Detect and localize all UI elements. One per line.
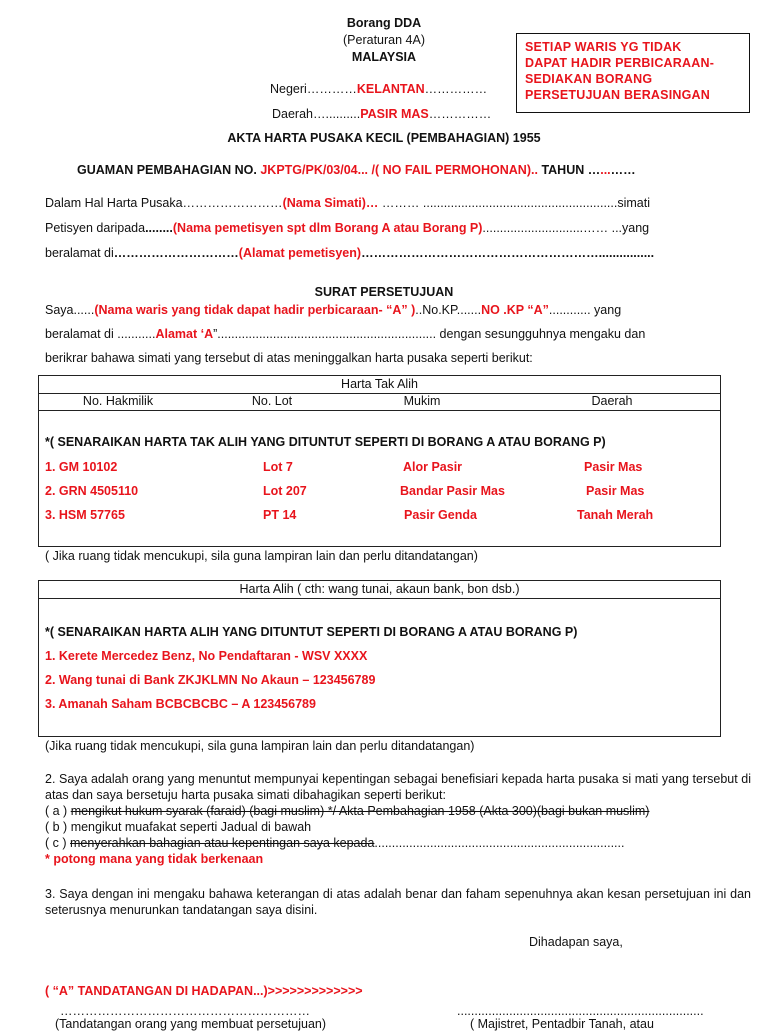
option-c-dots: ........................................................................ <box>374 836 625 850</box>
column-header: Mukim <box>403 394 441 408</box>
notice-line: SETIAP WARIS YG TIDAK <box>525 40 682 54</box>
signature-caption-right: ( Majistret, Pentadbir Tanah, atau <box>470 1017 654 1031</box>
negeri-dots: …………… <box>424 82 488 96</box>
clause-2-text: 2. Saya adalah orang yang menuntut mempunyai kepentingan sebagai benefisiari kepada harta pusaka si mati yang tersebut di atas dan saya bersetuju harta pusaka simati dibahagikan seperti berikut: <box>45 772 751 802</box>
estate-petitioner-line <box>45 221 649 235</box>
movable-heading: Harta Alih ( cth: wang tunai, akaun bank, bon dsb.) <box>239 582 520 596</box>
estate-line1-prefix: Dalam Hal Harta Pusaka…………………… <box>45 196 283 210</box>
daerah-dots: …………… <box>428 107 492 121</box>
notice-box <box>516 33 750 113</box>
consent-line-1 <box>45 303 621 317</box>
deceased-name-field: (Nama Simati)… <box>282 196 379 210</box>
signature-line-right: ....................................................................... <box>457 1004 704 1018</box>
signature-line-left: …………………………………………………… <box>60 1004 310 1018</box>
sign-instruction: ( “A” TANDATANGAN DI HADAPAN...)>>>>>>>>>>>>> <box>45 984 363 998</box>
form-country: MALAYSIA <box>351 50 417 64</box>
strike-note: * potong mana yang tidak berkenaan <box>45 852 264 866</box>
case-year-dots: ... <box>600 163 611 177</box>
consent-line1-prefix: Saya...... <box>45 303 95 317</box>
table-cell: Lot 207 <box>263 484 307 498</box>
case-value: JKPTG/PK/03/04... /( NO FAIL PERMOHONAN).. <box>260 163 538 177</box>
table-cell: 1. GM 10102 <box>45 460 118 474</box>
column-header: No. Hakmilik <box>82 394 154 408</box>
witness-label: Dihadapan saya, <box>529 935 623 949</box>
movable-item: 2. Wang tunai di Bank ZKJKLMN No Akaun – 123456789 <box>45 673 376 687</box>
notice-line: SEDIAKAN BORANG <box>525 72 653 86</box>
immovable-instruction: *( SENARAIKAN HARTA TAK ALIH YANG DITUNTUT SEPERTI DI BORANG A ATAU BORANG P) <box>45 435 606 449</box>
signature-caption-left: (Tandatangan orang yang membuat persetujuan) <box>55 1017 327 1031</box>
negeri-value: KELANTAN <box>356 82 425 96</box>
daerah-line <box>272 107 491 121</box>
table-cell: Bandar Pasir Mas <box>400 484 505 498</box>
option-c <box>45 836 624 850</box>
consent-line2-prefix: beralamat di ........... <box>45 327 156 341</box>
petitioner-address-field: (Alamat pemetisyen) <box>238 246 362 260</box>
consent-line2-suffix: ”............................................................... dengan sesungguhnya mengaku dan <box>213 327 646 341</box>
heir-ic-field: NO .KP “A” <box>481 303 549 317</box>
case-number-line <box>77 163 636 177</box>
consent-line-2 <box>45 327 645 341</box>
column-header: Daerah <box>591 394 633 408</box>
daerah-value: PASIR MAS <box>360 107 429 121</box>
table-cell: Tanah Merah <box>577 508 654 522</box>
estate-deceased-line <box>45 196 650 210</box>
column-header: No. Lot <box>251 394 293 408</box>
estate-line3-dots: ………………………… <box>113 246 239 260</box>
notice-line: DAPAT HADIR PERBICARAAN- <box>525 56 715 70</box>
heir-address-field: Alamat ‘A <box>155 327 214 341</box>
form-regulation: (Peraturan 4A) <box>343 33 425 47</box>
act-title: AKTA HARTA PUSAKA KECIL (PEMBAHAGIAN) 1955 <box>227 131 541 145</box>
estate-line3-prefix: beralamat di <box>45 246 114 260</box>
notice-line: PERSETUJUAN BERASINGAN <box>525 88 710 102</box>
consent-line1-suffix: ............ yang <box>548 303 622 317</box>
table-cell: Pasir Genda <box>404 508 477 522</box>
negeri-label: Negeri………… <box>270 82 357 96</box>
option-c-marker: ( c ) <box>45 836 70 850</box>
consent-line1-mid: ..No.KP....... <box>415 303 482 317</box>
case-year-tail: …… <box>610 163 636 177</box>
estate-line1-suffix: ……… ........................................................simati <box>378 196 650 210</box>
table-cell: Pasir Mas <box>586 484 645 498</box>
immovable-heading: Harta Tak Alih <box>341 377 418 391</box>
estate-line3-suffix: …………………………………………………................ <box>361 246 655 260</box>
movable-instruction: *( SENARAIKAN HARTA ALIH YANG DITUNTUT SEPERTI DI BORANG A ATAU BORANG P) <box>45 625 578 639</box>
case-label: GUAMAN PEMBAHAGIAN NO. <box>77 163 257 177</box>
estate-address-line <box>45 246 654 260</box>
option-a <box>45 804 649 818</box>
petitioner-name-field: (Nama pemetisyen spt dlm Borang A atau Borang P) <box>172 221 483 235</box>
table-cell: Alor Pasir <box>403 460 463 474</box>
option-a-text: mengikut hukum syarak (faraid) (bagi muslim) */ Akta Pembahagian 1958 (Akta 300)(bagi bukan muslim) <box>70 804 650 818</box>
form-title: Borang DDA <box>346 16 422 30</box>
case-year-label: TAHUN … <box>541 163 601 177</box>
option-b: ( b ) mengikut muafakat seperti Jadual di bawah <box>45 820 312 834</box>
heir-name-field: (Nama waris yang tidak dapat hadir perbicaraan- “A” ) <box>94 303 416 317</box>
daerah-label: Daerah….......... <box>272 107 361 121</box>
option-c-text: menyerahkan bahagian atau kepentingan saya kepada <box>70 836 375 850</box>
option-a-marker: ( a ) <box>45 804 71 818</box>
movable-footnote: (Jika ruang tidak mencukupi, sila guna lampiran lain dan perlu ditandatangan) <box>45 739 475 753</box>
table-cell: Lot 7 <box>263 460 293 474</box>
table-cell: PT 14 <box>263 508 297 522</box>
table-cell: 3. HSM 57765 <box>45 508 125 522</box>
movable-item: 1. Kerete Mercedez Benz, No Pendaftaran - WSV XXXX <box>45 649 368 663</box>
estate-line2-dots: ........ <box>145 221 173 235</box>
consent-line-3: berikrar bahawa simati yang tersebut di atas meninggalkan harta pusaka seperti berikut: <box>45 351 533 365</box>
table-cell: Pasir Mas <box>584 460 643 474</box>
immovable-footnote: ( Jika ruang tidak mencukupi, sila guna lampiran lain dan perlu ditandatangan) <box>45 549 478 563</box>
estate-line2-prefix: Petisyen daripada <box>45 221 146 235</box>
estate-line2-suffix: .............................…… ...yang <box>482 221 650 235</box>
section-title-consent: SURAT PERSETUJUAN <box>314 285 454 299</box>
movable-item: 3. Amanah Saham BCBCBCBC – A 123456789 <box>45 697 316 711</box>
negeri-line <box>270 82 487 96</box>
table-divider <box>38 598 721 599</box>
table-cell: 2. GRN 4505110 <box>45 484 139 498</box>
clause-3-text: 3. Saya dengan ini mengaku bahawa keterangan di atas adalah benar dan faham sepenuhnya akan kesan persetujuan ini dan seterusnya menurunkan tandatangan saya disini. <box>45 887 751 917</box>
table-divider <box>38 410 721 411</box>
